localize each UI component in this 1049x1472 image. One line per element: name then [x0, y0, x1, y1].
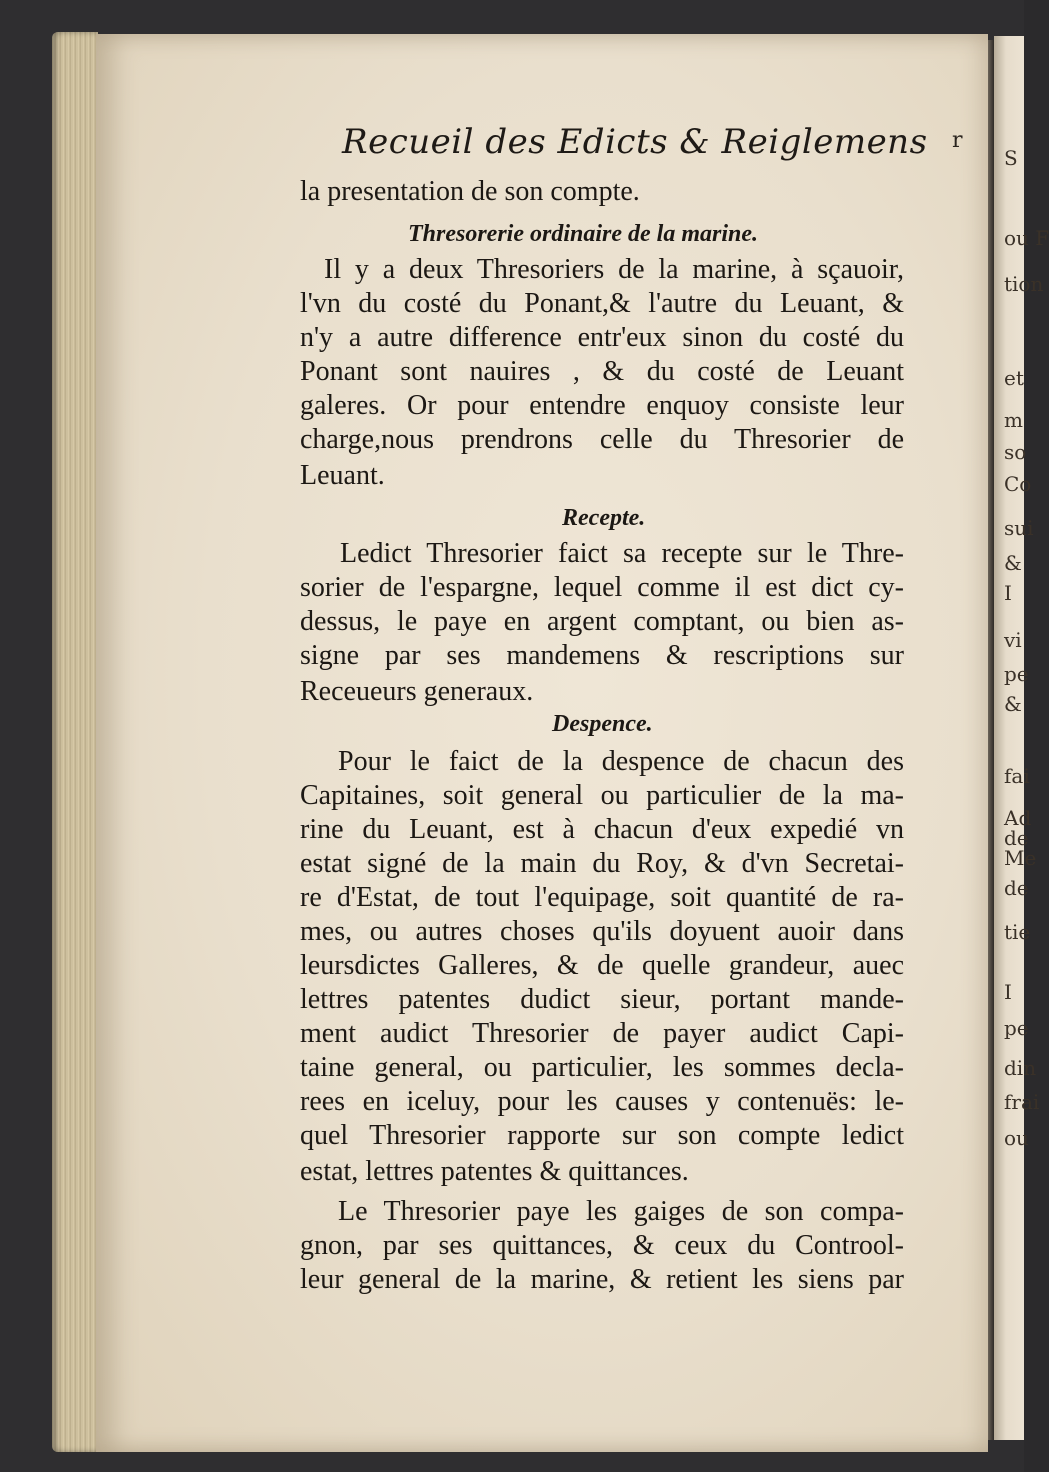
section-heading: Despence.: [552, 711, 653, 737]
body-line: estat, lettres patentes & quittances.: [300, 1156, 689, 1187]
body-line: charge,nous prendrons celle du Thresorier de: [300, 424, 904, 455]
section-heading: Thresorerie ordinaire de la marine.: [408, 221, 759, 247]
fragment-text: pe: [1004, 1016, 1029, 1040]
body-line: leursdictes Galleres, & de quelle grandeur, auec: [300, 950, 904, 981]
fragment-text: tion: [1004, 272, 1044, 296]
fragment-text: pe: [1004, 662, 1029, 686]
fragment-text: vi: [1004, 628, 1022, 652]
body-line: leur general de la marine, & retient les siens par: [300, 1264, 904, 1295]
body-line: Il y a deux Thresoriers de la marine, à sçauoir,: [324, 254, 904, 285]
body-line: sorier de l'espargne, lequel comme il est dict cy-: [300, 572, 904, 603]
body-line: Pour le faict de la despence de chacun des: [338, 746, 904, 777]
body-line: mes, ou autres choses qu'ils doyuent auoir dans: [300, 916, 904, 947]
page-mark: r: [952, 128, 963, 153]
body-line: quel Thresorier rapporte sur son compte ledict: [300, 1120, 904, 1151]
body-line: n'y a autre difference entr'eux sinon du costé du: [300, 322, 904, 353]
body-line: galeres. Or pour entendre enquoy consiste leur: [300, 390, 904, 421]
fragment-text: de: [1004, 826, 1029, 850]
body-line: rees en iceluy, pour les causes y contenuës: le-: [300, 1086, 904, 1117]
fragment-text: &: [1004, 551, 1022, 575]
body-line: lettres patentes dudict sieur, portant mande-: [300, 984, 904, 1015]
body-line: rine du Leuant, est à chacun d'eux expedié vn: [300, 814, 904, 845]
fragment-text: ou: [1004, 1126, 1029, 1150]
body-line: Ledict Thresorier faict sa recepte sur le Thre-: [340, 538, 904, 569]
fragment-text: I: [1004, 980, 1012, 1004]
body-line: dessus, le paye en argent comptant, ou bien as-: [300, 606, 904, 637]
body-line: Ponant sont nauires , & du costé de Leuant: [300, 356, 904, 387]
body-line: la presentation de son compte.: [300, 176, 640, 207]
body-line: estat signé de la main du Roy, & d'vn Secretai-: [300, 848, 904, 879]
book-page-edges: [52, 32, 98, 1452]
body-line: re d'Estat, de tout l'equipage, soit quantité de ra-: [300, 882, 904, 913]
fragment-text: de: [1004, 876, 1029, 900]
fragment-text: so: [1004, 440, 1027, 464]
fragment-text: &: [1004, 692, 1022, 716]
fragment-text: sui: [1004, 516, 1034, 540]
fragment-text: tie: [1004, 920, 1031, 944]
body-line: l'vn du costé du Ponant,& l'autre du Leuant, &: [300, 288, 904, 319]
fragment-text: S: [1004, 146, 1018, 170]
body-line: Capitaines, soit general ou particulier de la ma-: [300, 780, 904, 811]
body-line: Receueurs generaux.: [300, 676, 534, 707]
fragment-text: fai: [1004, 764, 1030, 788]
fragment-text: I: [1004, 581, 1012, 605]
fragment-text: m: [1004, 408, 1023, 432]
body-line: Le Thresorier paye les gaiges de son compa-: [338, 1196, 904, 1227]
body-line: gnon, par ses quittances, & ceux du Controol-: [300, 1230, 904, 1261]
fragment-text: Me: [1004, 846, 1037, 870]
adjacent-page-fragment: [994, 36, 1049, 1440]
running-head: Recueil des Edicts & Reiglemens: [342, 122, 928, 162]
fragment-text: ou F: [1004, 226, 1049, 250]
body-line: Leuant.: [300, 460, 385, 491]
fragment-text: et: [1004, 366, 1024, 390]
fragment-text: Co: [1004, 472, 1032, 496]
fragment-text: Ad: [1004, 806, 1032, 830]
body-line: taine general, ou particulier, les sommes decla-: [300, 1052, 904, 1083]
fragment-text: din: [1004, 1056, 1037, 1080]
fragment-text: frai: [1004, 1090, 1040, 1114]
body-line: ment audict Thresorier de payer audict Capi-: [300, 1018, 904, 1049]
section-heading: Recepte.: [562, 505, 646, 531]
body-line: signe par ses mandemens & rescriptions sur: [300, 640, 904, 671]
